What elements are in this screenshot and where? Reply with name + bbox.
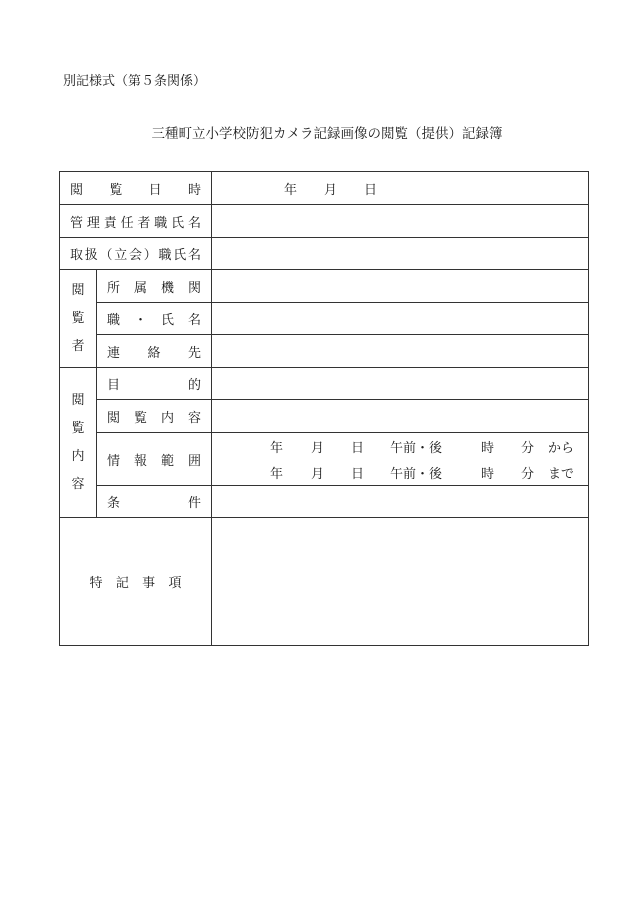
- field-info-range[interactable]: [212, 433, 589, 486]
- day-label: 日: [364, 182, 378, 198]
- field-viewing-datetime[interactable]: [212, 172, 589, 205]
- label-info-range: 情報範囲: [97, 433, 212, 486]
- year-label: 年: [284, 182, 298, 198]
- document-title: 三種町立小学校防犯カメラ記録画像の閲覧（提供）記録簿: [151, 126, 503, 142]
- row-remarks: [60, 518, 589, 646]
- row-viewing-datetime: [60, 172, 589, 205]
- field-remarks[interactable]: [212, 518, 589, 646]
- field-handler[interactable]: [212, 238, 589, 270]
- row-manager: [60, 205, 589, 238]
- range-start: 年 月 日 午前・後 時 分 から: [270, 440, 575, 456]
- label-title-name: 職・氏名: [97, 303, 212, 335]
- month-label: 月: [324, 182, 338, 198]
- field-details[interactable]: [212, 400, 589, 433]
- field-purpose[interactable]: [212, 368, 589, 400]
- label-contact: 連絡先: [97, 335, 212, 368]
- label-details: 閲覧内容: [97, 400, 212, 433]
- form-reference: 別記様式（第５条関係）: [63, 74, 207, 89]
- field-affiliation[interactable]: [212, 270, 589, 303]
- label-remarks: 特記事項: [60, 518, 212, 646]
- label-viewing-datetime: 閲覧日時: [60, 172, 212, 205]
- label-purpose: 目的: [97, 368, 212, 400]
- row-viewer-contact: [60, 335, 589, 368]
- label-affiliation: 所属機関: [97, 270, 212, 303]
- row-details: [60, 400, 589, 433]
- label-handler: 取扱（立会）職氏名: [60, 238, 212, 270]
- field-contact[interactable]: [212, 335, 589, 368]
- row-viewer-affiliation: [60, 270, 589, 303]
- label-conditions: 条件: [97, 486, 212, 518]
- row-conditions: [60, 486, 589, 518]
- row-info-range: [60, 433, 589, 486]
- row-viewer-name: [60, 303, 589, 335]
- range-end: 年 月 日 午前・後 時 分 まで: [270, 466, 575, 482]
- row-purpose: [60, 368, 589, 400]
- group-label-viewing-content: 閲 覧 内 容: [60, 368, 97, 518]
- field-conditions[interactable]: [212, 486, 589, 518]
- record-table: [59, 171, 589, 646]
- field-title-name[interactable]: [212, 303, 589, 335]
- label-manager: 管理責任者職氏名: [60, 205, 212, 238]
- group-label-viewer: 閲 覧 者: [60, 270, 97, 368]
- field-manager[interactable]: [212, 205, 589, 238]
- row-handler: [60, 238, 589, 270]
